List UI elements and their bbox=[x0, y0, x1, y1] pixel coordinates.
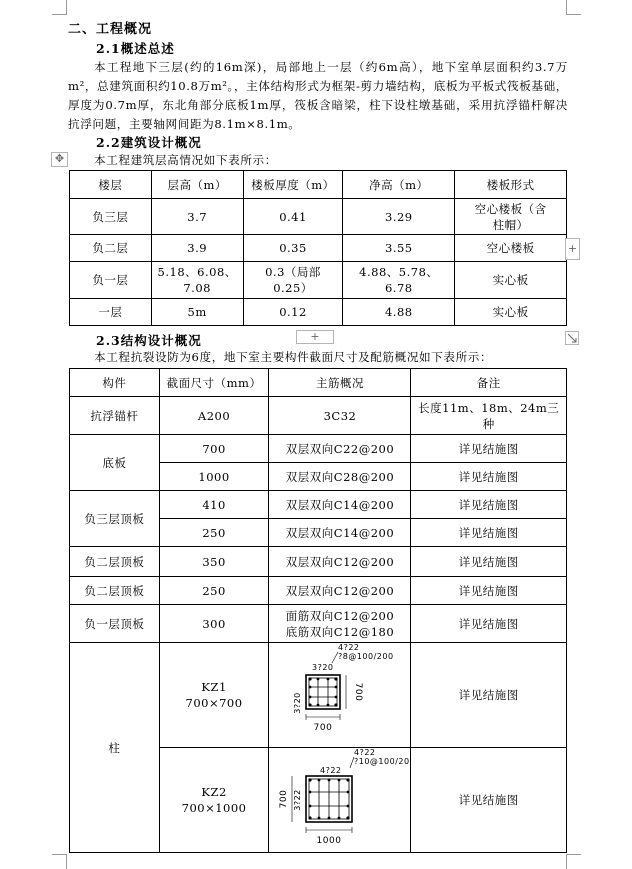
table-cell: 1000 bbox=[159, 463, 269, 491]
table-cell bbox=[269, 605, 411, 643]
kz2-side-bars-h: 4?22 bbox=[319, 766, 342, 775]
table-cell: A200 bbox=[159, 397, 269, 435]
table-cell: 4.88、5.78、6.78 bbox=[343, 262, 455, 299]
table-cell: 4.88 bbox=[343, 299, 455, 326]
table-cell: 3.9 bbox=[151, 235, 243, 262]
header-cell: 净高（m） bbox=[343, 171, 455, 199]
table-cell: 详见结施图 bbox=[411, 463, 567, 491]
table-cell: 负三层 bbox=[70, 199, 152, 235]
table-cell: 负二层顶板 bbox=[70, 577, 160, 605]
table-cell: 410 bbox=[159, 491, 269, 519]
heading-2-2: 2.2建筑设计概况 bbox=[96, 135, 202, 150]
crop-mark bbox=[566, 854, 567, 869]
header-cell: 楼板厚度（m） bbox=[243, 171, 343, 199]
table-cell: 双层双向C28@200 bbox=[269, 463, 411, 491]
crop-mark bbox=[66, 0, 67, 14]
table-cell: 700 bbox=[159, 435, 269, 463]
table-cell: 3.29 bbox=[343, 199, 455, 235]
table-cell: 5m bbox=[151, 299, 243, 326]
arch-intro bbox=[68, 151, 568, 170]
table-cell: 详见结施图 bbox=[411, 605, 567, 643]
arch-table bbox=[69, 170, 567, 326]
add-column-handle[interactable]: + bbox=[565, 238, 580, 260]
crop-mark bbox=[66, 854, 67, 869]
table-cell: 长度11m、18m、24m三种 bbox=[411, 397, 567, 435]
struct-intro-text: 本工程抗裂设防为6度，地下室主要构件截面尺寸及配筋概况如下表所示： bbox=[94, 350, 493, 364]
kz2-dim-width: 1000 bbox=[316, 836, 342, 846]
crop-mark bbox=[52, 14, 67, 15]
kz2-corner-bars: 4?22 bbox=[353, 748, 376, 757]
table-cell: 详见结施图 bbox=[411, 491, 567, 519]
add-row-handle[interactable]: + bbox=[296, 330, 334, 344]
kz2-section-diagram bbox=[270, 748, 410, 848]
table-cell: 柱 bbox=[70, 643, 160, 853]
table-cell: 空心楼板 bbox=[455, 235, 567, 262]
table-cell: 双层双向C14@200 bbox=[269, 519, 411, 547]
section-title: 二、工程概况 bbox=[68, 22, 153, 37]
kz2-side-bars-v: 3?22 bbox=[292, 789, 302, 811]
kz2-dim-height: 700 bbox=[278, 789, 289, 809]
kz1-label: KZ1 bbox=[201, 680, 227, 694]
table-resize-handle[interactable] bbox=[565, 331, 579, 345]
kz1-dim-width: 700 bbox=[313, 723, 333, 733]
table-cell: 负二层顶板 bbox=[70, 547, 160, 577]
table-move-handle[interactable]: ✥ bbox=[51, 152, 68, 167]
table-cell: 详见结施图 bbox=[411, 519, 567, 547]
kz1-size: 700×700 bbox=[185, 696, 243, 710]
table-cell: 负一层顶板 bbox=[70, 605, 160, 643]
table-cell: 0.3（局部0.25） bbox=[243, 262, 343, 299]
kz1-section-diagram bbox=[270, 643, 410, 743]
kz1-corner-bars: 4?22 bbox=[337, 643, 360, 652]
kz1-dim-height: 700 bbox=[352, 682, 363, 702]
kz1-side-bars-v: 3?20 bbox=[292, 692, 302, 714]
table-cell bbox=[269, 643, 411, 748]
crop-mark bbox=[566, 854, 581, 855]
table-cell: 实心板 bbox=[455, 262, 567, 299]
table-cell: 350 bbox=[159, 547, 269, 577]
header-cell: 主筋概况 bbox=[269, 369, 411, 397]
rebar-bottom: 底筋双向C12@180 bbox=[285, 624, 395, 639]
header-cell: 楼层 bbox=[70, 171, 152, 199]
heading-2-3: 2.3结构设计概况 bbox=[96, 333, 202, 348]
structure-table bbox=[69, 368, 567, 853]
table-cell: 详见结施图 bbox=[411, 435, 567, 463]
table-cell: 双层双向C14@200 bbox=[269, 491, 411, 519]
table-cell: 5.18、6.08、7.08 bbox=[151, 262, 243, 299]
kz2-size: 700×1000 bbox=[181, 801, 247, 815]
table-cell: 双层双向C22@200 bbox=[269, 435, 411, 463]
header-cell: 构件 bbox=[70, 369, 160, 397]
table-cell: 250 bbox=[159, 519, 269, 547]
table-cell: 负三层顶板 bbox=[70, 491, 160, 547]
table-cell bbox=[269, 748, 411, 853]
table-cell: 负一层 bbox=[70, 262, 152, 299]
kz1-side-bars-h: 3?20 bbox=[311, 663, 334, 672]
table-cell: 空心楼板（含柱帽） bbox=[455, 199, 567, 235]
table-cell: 3.55 bbox=[343, 235, 455, 262]
header-cell: 截面尺寸（mm） bbox=[159, 369, 269, 397]
crop-mark bbox=[52, 854, 67, 855]
arch-intro-text: 本工程建筑层高情况如下表所示： bbox=[94, 153, 277, 167]
table-cell: 0.12 bbox=[243, 299, 343, 326]
table-cell: 一层 bbox=[70, 299, 152, 326]
table-cell: 300 bbox=[159, 605, 269, 643]
header-cell: 备注 bbox=[411, 369, 567, 397]
table-cell: 250 bbox=[159, 577, 269, 605]
header-cell: 层高（m） bbox=[151, 171, 243, 199]
rebar-top: 面筋双向C12@200 bbox=[285, 608, 395, 623]
table-cell: 3C32 bbox=[269, 397, 411, 435]
crop-mark bbox=[566, 0, 567, 14]
struct-intro bbox=[68, 348, 568, 367]
table-cell bbox=[159, 643, 269, 748]
table-cell: 双层双向C12@200 bbox=[269, 577, 411, 605]
crop-mark bbox=[566, 14, 581, 15]
table-cell: 抗浮锚杆 bbox=[70, 397, 160, 435]
table-cell: 底板 bbox=[70, 435, 160, 491]
table-cell: 双层双向C12@200 bbox=[269, 547, 411, 577]
table-cell: 详见结施图 bbox=[411, 643, 567, 748]
table-cell: 0.35 bbox=[243, 235, 343, 262]
table-cell: 详见结施图 bbox=[411, 577, 567, 605]
table-cell: 详见结施图 bbox=[411, 547, 567, 577]
table-cell bbox=[159, 748, 269, 853]
kz2-label: KZ2 bbox=[201, 785, 227, 799]
kz2-stirrup: ?10@100/200 bbox=[353, 757, 410, 766]
table-cell: 详见结施图 bbox=[411, 748, 567, 853]
header-cell: 楼板形式 bbox=[455, 171, 567, 199]
table-cell: 实心板 bbox=[455, 299, 567, 326]
heading-2-1: 2.1概述总述 bbox=[96, 41, 175, 56]
table-cell: 0.41 bbox=[243, 199, 343, 235]
table-cell: 负二层 bbox=[70, 235, 152, 262]
overview-text: 本工程地下三层(约的16m深)，局部地上一层（约6m高），地下室单层面积约3.7万m²，总建筑面积约10.8万m²。，主体结构形式为框架-剪力墙结构，底板为平板式筏板基础，厚度为0.7m厚，东北角部分底板1m厚，筏板含暗梁，柱下设柱墩基础，采用抗浮锚杆解决抗浮问题，主要轴网间距为8.1m×8.1m。 bbox=[68, 60, 568, 131]
overview-paragraph bbox=[68, 58, 568, 134]
kz1-stirrup: ?8@100/200 bbox=[337, 652, 394, 661]
table-cell: 3.7 bbox=[151, 199, 243, 235]
